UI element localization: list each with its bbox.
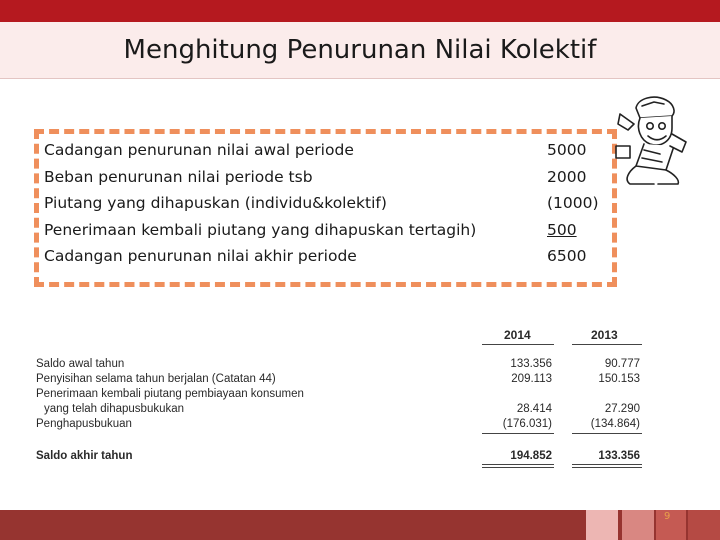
table-row-label: Saldo awal tahun — [36, 358, 125, 370]
table-value-2014: 209.113 — [511, 373, 552, 385]
footer-block — [622, 510, 654, 540]
calc-value: 500 — [547, 220, 577, 239]
table-row-label: Penerimaan kembali piutang pembiayaan konsumen — [36, 388, 304, 400]
total-double-line — [572, 467, 642, 468]
table-row-label: Penghapusbukuan — [36, 418, 132, 430]
calc-label: Piutang yang dihapuskan (individu&kolektif) — [44, 194, 387, 212]
total-double-line — [482, 467, 554, 468]
slide-title: Menghitung Penurunan Nilai Kolektif — [123, 35, 597, 65]
table-value-2013: 133.356 — [598, 450, 640, 462]
year-header-2014: 2014 — [504, 328, 531, 342]
table-value-2013: 90.777 — [604, 358, 640, 370]
subtotal-line — [572, 433, 642, 434]
page-number: 9 — [664, 511, 671, 522]
calculation-list — [44, 137, 604, 270]
table-value-2013: 27.290 — [604, 403, 640, 415]
footer-block — [656, 510, 686, 540]
footer-block — [586, 510, 618, 540]
calc-value: 2000 — [547, 167, 587, 186]
top-accent-bar — [0, 0, 720, 22]
calc-value: (1000) — [547, 194, 599, 212]
calc-row-expense — [44, 164, 604, 191]
table-row-label: Penyisihan selama tahun berjalan (Catatan 44) — [36, 373, 276, 385]
calc-row-writeoff — [44, 190, 604, 217]
header-underline — [572, 344, 642, 345]
calc-value: 5000 — [547, 141, 587, 159]
calc-value: 6500 — [547, 247, 587, 265]
calc-label: Beban penurunan nilai periode tsb — [44, 167, 313, 186]
table-row-label-continued: yang telah dihapusbukukan — [44, 403, 185, 415]
subtotal-line — [482, 433, 554, 434]
table-value-2014: 28.414 — [516, 403, 552, 415]
table-row-label: Saldo akhir tahun — [36, 450, 133, 462]
calc-row-ending — [44, 243, 604, 270]
table-value-2014: 133.356 — [510, 358, 552, 370]
header-underline — [482, 344, 554, 345]
total-double-line — [572, 464, 642, 465]
table-value-2014: (176.031) — [502, 418, 552, 430]
calc-label: Cadangan penurunan nilai awal periode — [44, 141, 354, 159]
footer-block — [688, 510, 720, 540]
table-value-2014: 194.852 — [510, 450, 552, 462]
table-value-2013: (134.864) — [590, 418, 640, 430]
table-value-2013: 150.153 — [598, 373, 640, 385]
calc-label: Penerimaan kembali piutang yang dihapuskan tertagih) — [44, 220, 477, 239]
calc-label: Cadangan penurunan nilai akhir periode — [44, 247, 357, 265]
calc-row-beginning — [44, 137, 604, 164]
cartoon-man-icon — [614, 94, 690, 186]
year-header-2013: 2013 — [591, 328, 618, 342]
total-double-line — [482, 464, 554, 465]
calc-row-recovery — [44, 217, 604, 244]
